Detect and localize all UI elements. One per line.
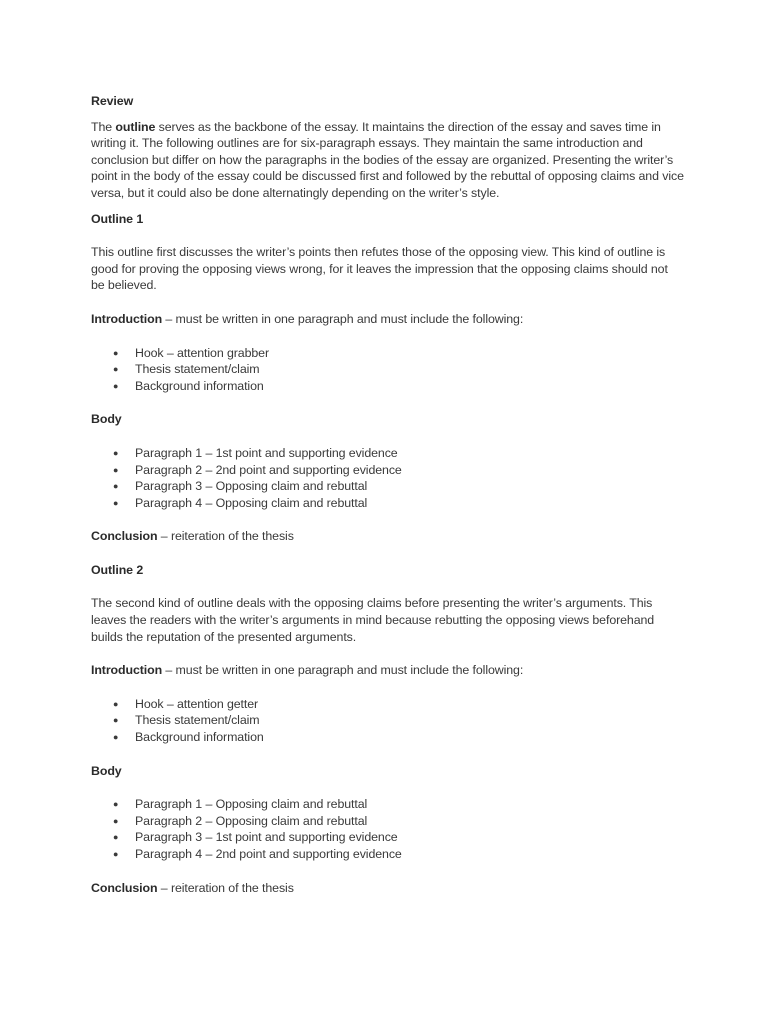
bullet-icon: ●: [113, 732, 119, 743]
bullet-icon: ●: [113, 849, 119, 859]
list-item-text: Paragraph 1 – 1st point and supporting evidence: [135, 445, 398, 460]
list-item-text: Paragraph 4 – Opposing claim and rebuttal: [135, 495, 368, 510]
outline1-intro-list: [91, 345, 681, 395]
list-item: [91, 345, 681, 362]
outline2-conclusion-label: Conclusion: [91, 880, 158, 895]
outline1-heading: Outline 1: [91, 211, 144, 226]
list-item-text: Paragraph 3 – Opposing claim and rebuttal: [135, 479, 368, 494]
outline2-heading: Outline 2: [91, 562, 144, 577]
bullet-icon: ●: [113, 364, 119, 375]
list-item-text: Thesis statement/claim: [135, 713, 260, 728]
outline2-intro-list: [91, 696, 681, 746]
bullet-icon: ●: [113, 347, 119, 358]
list-item: [91, 846, 681, 863]
bullet-icon: ●: [113, 380, 119, 391]
outline1-body-list: [91, 445, 681, 511]
outline2-conclusion: [91, 880, 681, 897]
list-item-text: Paragraph 2 – 2nd point and supporting evidence: [135, 462, 402, 477]
bullet-icon: ●: [113, 464, 119, 475]
list-item: [91, 696, 681, 713]
list-item: [91, 378, 681, 395]
outline1-conclusion-label: Conclusion: [91, 529, 158, 544]
outline1-intro-text: – must be written in one paragraph and must include the following:: [162, 311, 524, 326]
outline-keyword: outline: [115, 119, 156, 134]
review-heading: Review: [91, 94, 134, 108]
list-item-text: Thesis statement/claim: [135, 362, 260, 377]
list-item: [91, 729, 681, 746]
outline1-paragraph: This outline first discusses the writer’s points then refutes those of the opposing view. This kind of outline is good for proving the opposing views wrong, for it leaves the impression that the opposing claims should not be believed.: [91, 245, 668, 293]
outline2-conclusion-text: – reiteration of the thesis: [157, 880, 294, 895]
bullet-icon: ●: [113, 497, 119, 508]
review-lead: The: [91, 119, 116, 134]
list-item-text: Paragraph 3 – 1st point and supporting evidence: [135, 830, 398, 845]
list-item-text: Background information: [135, 378, 264, 393]
outline1-intro: [91, 311, 681, 328]
bullet-icon: ●: [113, 715, 119, 726]
list-item: [91, 829, 681, 846]
outline1-intro-label: Introduction: [91, 311, 163, 326]
list-item: [91, 796, 681, 813]
outline2-paragraph: The second kind of outline deals with the opposing claims before presenting the writer’s arguments. This leaves the readers with the writer’s arguments in mind because rebutting the opposing views beforehand builds the reputation of the presented arguments.: [91, 596, 655, 644]
outline1-body-heading: Body: [91, 412, 122, 427]
review-body-text: serves as the backbone of the essay. It maintains the direction of the essay and saves time in writing it. The following outlines are for six-paragraph essays. They maintain the same introduction and conclusion but differ on how the paragraphs in the bodies of the essay are organized. Presenting the writer’s point in the body of the essay could be discussed first and followed by the rebuttal of opposing claims and vice versa, but it could also be done alternatingly depending on the writer’s style.: [91, 119, 684, 200]
document-page: [91, 93, 684, 896]
list-item: [91, 712, 681, 729]
outline1-conclusion: [91, 528, 681, 545]
outline2-intro-label: Introduction: [91, 663, 163, 678]
list-item-text: Hook – attention getter: [135, 696, 259, 711]
outline2-intro: [91, 662, 681, 679]
list-item: [91, 495, 681, 512]
outline2-intro-text: – must be written in one paragraph and must include the following:: [162, 663, 524, 678]
list-item: [91, 813, 681, 830]
list-item: [91, 478, 681, 495]
list-item-text: Paragraph 2 – Opposing claim and rebuttal: [135, 813, 368, 828]
bullet-icon: ●: [113, 481, 119, 492]
list-item: [91, 445, 681, 462]
review-paragraph: [91, 119, 697, 202]
bullet-icon: ●: [113, 698, 119, 709]
bullet-icon: ●: [113, 815, 119, 826]
bullet-icon: ●: [113, 832, 119, 843]
outline2-body-heading: Body: [91, 763, 122, 778]
outline1-conclusion-text: – reiteration of the thesis: [157, 529, 294, 544]
list-item-text: Hook – attention grabber: [135, 345, 269, 360]
bullet-icon: ●: [113, 799, 119, 810]
list-item: [91, 462, 681, 479]
list-item-text: Paragraph 1 – Opposing claim and rebuttal: [135, 797, 368, 812]
list-item-text: Paragraph 4 – 2nd point and supporting evidence: [135, 847, 402, 861]
list-item-text: Background information: [135, 730, 264, 745]
bullet-icon: ●: [113, 447, 119, 458]
list-item: [91, 361, 681, 378]
outline2-body-list: [91, 796, 681, 862]
